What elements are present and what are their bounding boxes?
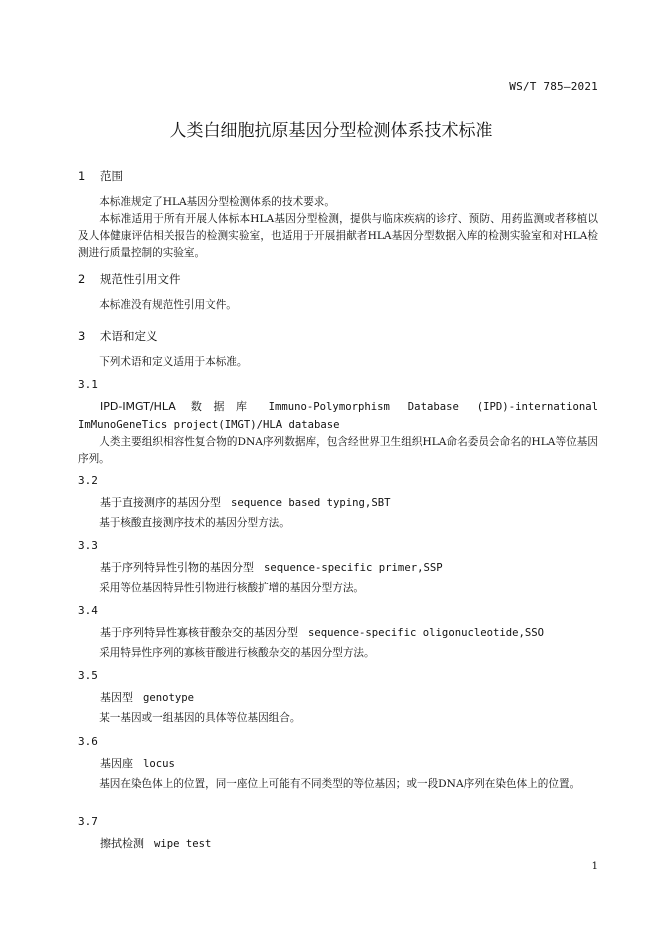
section-title: 范围 xyxy=(100,169,123,183)
term-en: sequence-specific oligonucleotide,SSO xyxy=(308,627,544,639)
document-title: 人类白细胞抗原基因分型检测体系技术标准 xyxy=(169,121,493,141)
term-entry-3-3 xyxy=(78,559,620,577)
section-heading-1 xyxy=(78,168,598,184)
section-title: 规范性引用文件 xyxy=(100,272,181,286)
term-definition-3-3: 采用等位基因特异性引物进行核酸扩增的基因分型方法。 xyxy=(99,582,365,594)
term-number-3-4: 3.4 xyxy=(78,604,98,617)
page-number: 1 xyxy=(591,861,598,872)
term-number-3-3: 3.3 xyxy=(78,539,98,552)
term-en: sequence-specific primer,SSP xyxy=(264,562,443,574)
term-number-3-1: 3.1 xyxy=(78,378,98,391)
term-en: wipe test xyxy=(154,838,212,850)
paragraph: 下列术语和定义适用于本标准。 xyxy=(99,356,248,368)
term-definition-3-1: 人类主要组织相容性复合物的DNA序列数据库，包含经世界卫生组织HLA命名委员会命名的HLA等位基因序列。 xyxy=(78,436,598,465)
term-number-3-7: 3.7 xyxy=(78,815,98,828)
term-number-3-6: 3.6 xyxy=(78,735,98,748)
section-title: 术语和定义 xyxy=(100,329,158,343)
term-definition-3-6: 基因在染色体上的位置，同一座位上可能有不同类型的等位基因；或一段DNA序列在染色体上的位置。 xyxy=(99,778,581,790)
term-en: Immuno-Polymorphism Database (IPD)-international ImMunoGeneTics project(IMGT)/HLA database xyxy=(78,401,598,431)
term-cn: 基于序列特异性引物的基因分型 xyxy=(100,561,254,574)
term-entry-3-5 xyxy=(78,689,620,707)
term-entry-3-1 xyxy=(78,398,598,434)
term-en: sequence based typing,SBT xyxy=(231,497,391,509)
term-cn: 基于直接测序的基因分型 xyxy=(100,496,221,509)
term-cn: 基于序列特异性寡核苷酸杂交的基因分型 xyxy=(100,626,298,639)
section-number: 3 xyxy=(78,329,86,343)
term-entry-3-7 xyxy=(78,835,620,853)
section-body-2 xyxy=(78,297,598,314)
term-cn: 基因座 xyxy=(100,757,133,770)
section-heading-3 xyxy=(78,328,598,344)
term-cn: IPD-IMGT/HLA 数据库 xyxy=(100,400,259,413)
term-definition-3-2: 基于核酸直接测序技术的基因分型方法。 xyxy=(99,517,290,529)
term-cn: 擦拭检测 xyxy=(100,837,144,850)
paragraph: 本标准没有规范性引用文件。 xyxy=(99,299,237,311)
section-body-3 xyxy=(78,354,598,371)
standard-code: WS/T 785—2021 xyxy=(509,80,598,93)
term-en: genotype xyxy=(143,692,195,704)
term-definition-3-4: 采用特异性序列的寡核苷酸进行核酸杂交的基因分型方法。 xyxy=(99,647,375,659)
term-definition-3-5: 某一基因或一组基因的具体等位基因组合。 xyxy=(99,712,301,724)
term-entry-3-2 xyxy=(78,494,620,512)
section-body-1 xyxy=(78,194,598,262)
section-number: 1 xyxy=(78,169,86,183)
term-entry-3-6 xyxy=(78,755,620,773)
section-number: 2 xyxy=(78,272,86,286)
term-number-3-5: 3.5 xyxy=(78,669,98,682)
term-cn: 基因型 xyxy=(100,691,133,704)
paragraph: 本标准规定了HLA基因分型检测体系的技术要求。 xyxy=(99,196,335,208)
section-heading-2 xyxy=(78,271,598,287)
term-en: locus xyxy=(143,758,175,770)
paragraph: 本标准适用于所有开展人体标本HLA基因分型检测，提供与临床疾病的诊疗、预防、用药监测或者移植以及人体健康评估相关报告的检测实验室，也适用于开展捐献者HLA基因分型数据入库的检测实验室和对HLA检测进行质量控制的实验室。 xyxy=(78,213,598,259)
term-number-3-2: 3.2 xyxy=(78,474,98,487)
term-entry-3-4 xyxy=(78,624,620,642)
